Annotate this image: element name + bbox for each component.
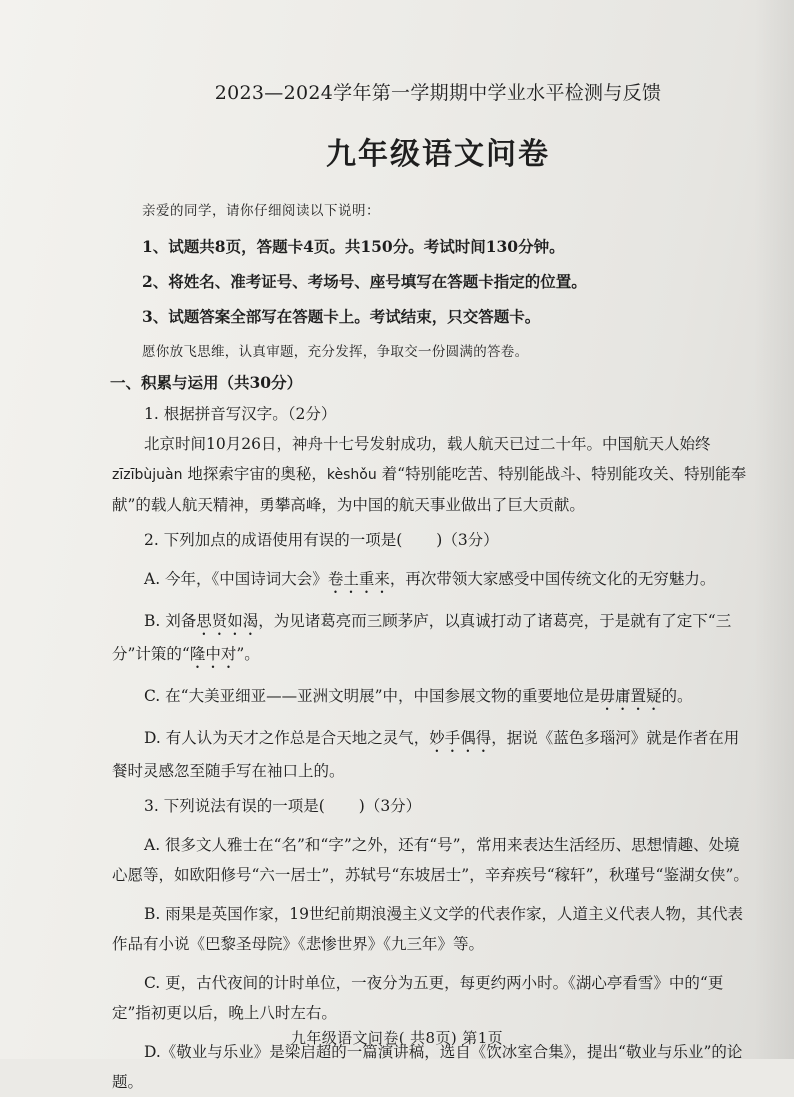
dotted-idiom: 思贤如渴 bbox=[196, 612, 259, 630]
dotted-idiom: 卷土重来 bbox=[327, 570, 390, 588]
page-title: 九年级语文问卷 bbox=[326, 137, 550, 172]
question-1-passage bbox=[112, 429, 752, 520]
question-2-stem-a: 2. 下列加点的成语使用有误的一项是( bbox=[144, 531, 403, 549]
option-text: “三分”计策的“ bbox=[112, 612, 732, 663]
question-3-option-a bbox=[112, 830, 752, 890]
question-2-stem bbox=[112, 525, 752, 555]
option-text: ，据说《蓝色多瑙河》就是作者在 bbox=[491, 729, 724, 747]
option-text: B. 刘备 bbox=[144, 612, 197, 630]
option-text: 境心愿等，如欧阳修号“六一居士”，苏轼号“东坡居士”，辛弃疾号“稼轩”，秋瑾号“鉴湖 bbox=[112, 836, 740, 884]
question-2-option-a bbox=[112, 564, 752, 597]
exam-header: 2023—2024学年第一学期期中学业水平检测与反馈 bbox=[214, 82, 662, 104]
dotted-idiom: 毋庸置疑 bbox=[599, 687, 662, 705]
pinyin-2: kèshǒu bbox=[326, 467, 377, 483]
option-text: ，再次带领大家感受中国传统文化的无穷魅力。 bbox=[389, 570, 716, 588]
option-text: 代表作品有小说《巴黎圣母院》《悲惨世界》《九三年》等。 bbox=[112, 905, 743, 953]
option-text: 用餐时灵感忽至随手写在袖口上的。 bbox=[112, 729, 740, 780]
option-text: D. 有人认为天才之作总是合天地之灵气， bbox=[144, 729, 430, 747]
option-text: 定”指初更以后，晚上八时左右。 bbox=[112, 1004, 337, 1022]
passage-text: 地探索宇宙的奥秘， bbox=[182, 465, 327, 483]
option-text: C. 在“大美亚细亚——亚洲文明展”中，中国参展文物的重要地位是 bbox=[144, 687, 600, 705]
option-text: ”。 bbox=[236, 645, 260, 663]
instruction-rule-1: 1、试题共8页，答题卡4页。共150分。考试时间130分钟。 bbox=[142, 237, 565, 256]
option-text: A. 很多文人雅士在“名”和“字”之外，还有“号”，常用来表达生活经历、思想情趣、处 bbox=[144, 836, 725, 854]
question-2-stem-b: )（3分） bbox=[436, 531, 499, 549]
dotted-term: 隆中对 bbox=[189, 645, 237, 663]
question-2-option-c bbox=[112, 681, 752, 714]
instruction-rule-2: 2、将姓名、准考证号、考场号、座号填写在答题卡指定的位置。 bbox=[142, 272, 587, 291]
page-content bbox=[112, 78, 752, 1097]
page-footer: 九年级语文问卷( 共8页) 第1页 bbox=[290, 1029, 504, 1047]
pinyin-1: zīzībùjuàn bbox=[112, 467, 183, 483]
option-text: 女侠”。 bbox=[694, 866, 749, 884]
question-3-option-b bbox=[112, 899, 752, 959]
option-text: B. 雨果是英国作家，19世纪前期浪漫主义文学的代表作家，人道主义代表人物，其 bbox=[144, 905, 712, 923]
question-2-option-d bbox=[112, 723, 752, 786]
page-shadow bbox=[754, 0, 794, 1059]
section-title: 一、积累与运用（共30分） bbox=[110, 373, 303, 392]
question-3-stem bbox=[112, 791, 752, 821]
question-3-stem-a: 3. 下列说法有误的一项是( bbox=[144, 797, 325, 815]
question-3-option-c bbox=[112, 968, 752, 1028]
option-text: 论题。 bbox=[112, 1043, 743, 1091]
instruction-rule-3: 3、试题答案全部写在答题卡上。考试结束，只交答题卡。 bbox=[142, 307, 541, 326]
option-text: ，为见诸葛亮而三顾茅庐，以真诚打动了诸葛亮，于是就有了定下 bbox=[258, 612, 708, 630]
option-text: 的。 bbox=[661, 687, 693, 705]
passage-text: 北京时间10月26日，神舟十七号发射成功，载人航天已过二十年。中国航天人始终 bbox=[144, 435, 711, 453]
option-text: A. 今年，《中国诗词大会》 bbox=[144, 570, 328, 588]
option-text: C. 更，古代夜间的计时单位，一夜分为五更，每更约两小时。《湖心亭看雪》中的“更 bbox=[144, 974, 724, 992]
instructions-greeting: 亲爱的同学，请你仔细阅读以下说明： bbox=[142, 203, 380, 219]
question-3-stem-b: )（3分） bbox=[358, 797, 422, 815]
passage-text: 奉献”的载人航天精神，勇攀高峰，为中国的航天事业做出了巨大贡献。 bbox=[112, 465, 747, 514]
option-text: D.《敬业与乐业》是梁启超的一篇演讲稿，选自《饮冰室合集》，提出“敬业与乐业”的 bbox=[144, 1043, 727, 1061]
instructions-wish: 愿你放飞思维，认真审题，充分发挥，争取交一份圆满的答卷。 bbox=[142, 344, 529, 360]
passage-text: 着“特别能吃苦、特别能战斗、特别能攻关、特别能 bbox=[376, 465, 731, 483]
question-2-option-b bbox=[112, 606, 752, 672]
dotted-idiom: 妙手偶得 bbox=[429, 729, 492, 747]
question-1-stem: 1. 根据拼音写汉字。（2分） bbox=[144, 405, 337, 423]
instructions bbox=[142, 199, 752, 360]
